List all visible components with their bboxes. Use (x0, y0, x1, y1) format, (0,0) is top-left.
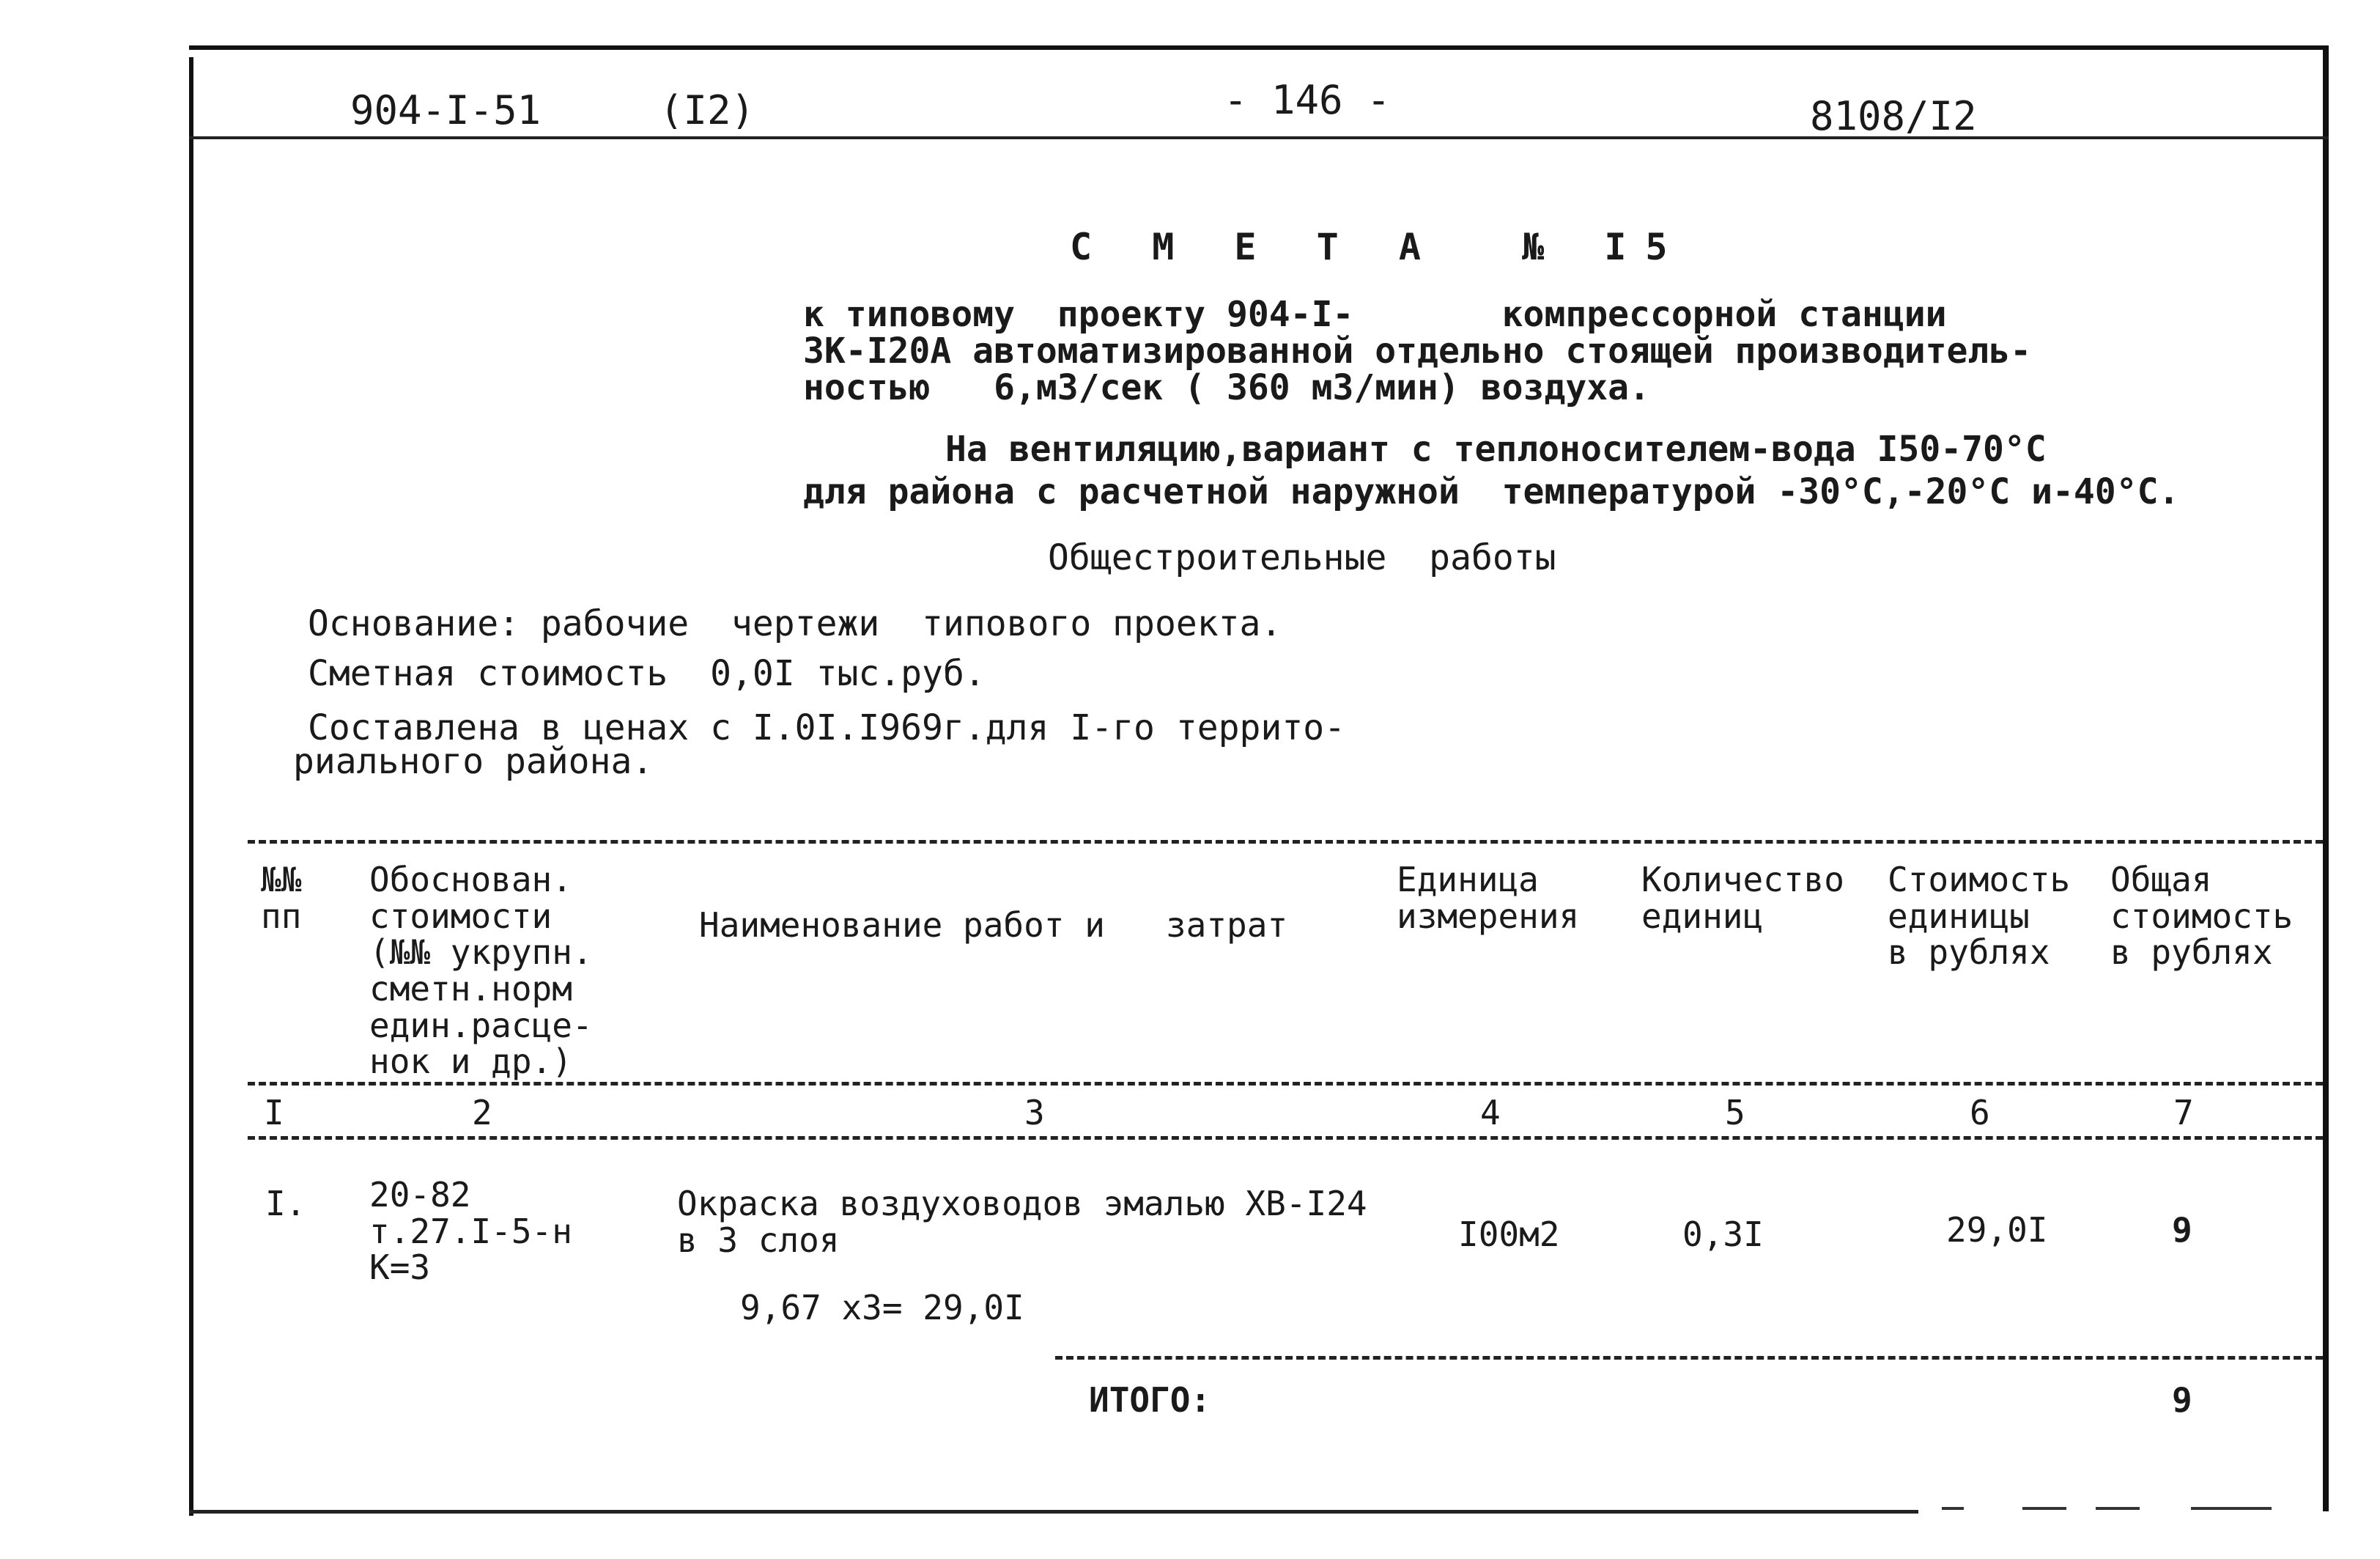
column-number: 6 (1970, 1093, 1990, 1132)
row-num: I. (265, 1184, 306, 1223)
frame-bottom-dash (1942, 1507, 1964, 1510)
header-col-unit: Единица измерения (1397, 860, 1580, 936)
frame-bottom-dash (2191, 1507, 2272, 1510)
header-col-name: Наименование работ и затрат (699, 905, 1288, 945)
frame-bottom-border (189, 1510, 1918, 1514)
header-col-unit-cost: Стоимость единицы в рублях (1888, 860, 2071, 973)
column-number: 7 (2173, 1093, 2194, 1132)
project-code: 904-I-51 (350, 87, 542, 133)
title-line-5: для района с расчетной наружной температурой -30°С,-20°С и-40°С. (803, 471, 2180, 512)
page-number: - 146 - (1224, 77, 1391, 123)
basis-line: Основание: рабочие чертежи типового проекта. (308, 603, 1282, 644)
row-basis: 20-82 т.27.I-5-н К=3 (369, 1175, 572, 1288)
title-line-4: На вентиляцию,вариант с теплоносителем-вода I50-70°С (945, 429, 2047, 470)
header-bottom-rule (248, 1082, 2323, 1086)
row-quantity: 0,3I (1682, 1215, 1764, 1254)
header-divider (189, 136, 2329, 139)
column-number: 2 (472, 1093, 492, 1132)
frame-top-border (189, 45, 2329, 50)
row-name: Окраска воздуховодов эмалью ХВ-I24 в 3 слоя (677, 1184, 1367, 1260)
estimated-cost-line: Сметная стоимость 0,0I тыс.руб. (308, 653, 986, 694)
column-number: 4 (1480, 1093, 1501, 1132)
total-rule (1055, 1356, 2323, 1360)
column-number: 3 (1024, 1093, 1045, 1132)
column-numbers-rule (248, 1136, 2323, 1140)
section-title: Общестроительные работы (1048, 537, 1556, 578)
row-unit-cost: 29,0I (1946, 1210, 2048, 1250)
sheet-number: 8108/I2 (1810, 93, 1977, 139)
header-col-qty: Количество единиц (1641, 860, 1844, 936)
column-number: I (264, 1093, 284, 1132)
row-calculation: 9,67 х3= 29,0I (740, 1288, 1024, 1327)
prices-line-1: Составлена в ценах с I.0I.I969г.для I-го террито- (308, 707, 1346, 748)
album-number: (I2) (659, 87, 755, 133)
column-number: 5 (1725, 1093, 1745, 1132)
header-col-basis: Обоснован. стоимости (№№ укрупн. сметн.норм един.расце- нок и др.) (369, 860, 593, 1082)
frame-left-border (189, 57, 193, 1516)
prices-line-2: риального района. (293, 741, 654, 782)
title-line-1: к типовому проекту 904-I- компрессорной станции (803, 294, 1947, 335)
total-value: 9 (2172, 1380, 2192, 1420)
title-line-3: ностью 6,м3/сек ( 360 м3/мин) воздуха. (803, 367, 1650, 408)
header-col-num: №№ пп (261, 860, 302, 936)
row-unit: I00м2 (1458, 1215, 1560, 1254)
title-line-2: 3К-I20А автоматизированной отдельно стоящей производитель- (803, 331, 2032, 372)
total-label: ИТОГО: (1089, 1380, 1211, 1420)
table-top-rule (248, 840, 2323, 844)
document-title: С М Е Т А № I5 (1070, 226, 1687, 268)
frame-bottom-dash (2022, 1507, 2066, 1510)
row-total: 9 (2172, 1210, 2192, 1250)
frame-right-border (2323, 45, 2329, 1511)
frame-bottom-dash (2096, 1507, 2140, 1510)
header-col-total: Общая стоимость в рублях (2110, 860, 2294, 973)
